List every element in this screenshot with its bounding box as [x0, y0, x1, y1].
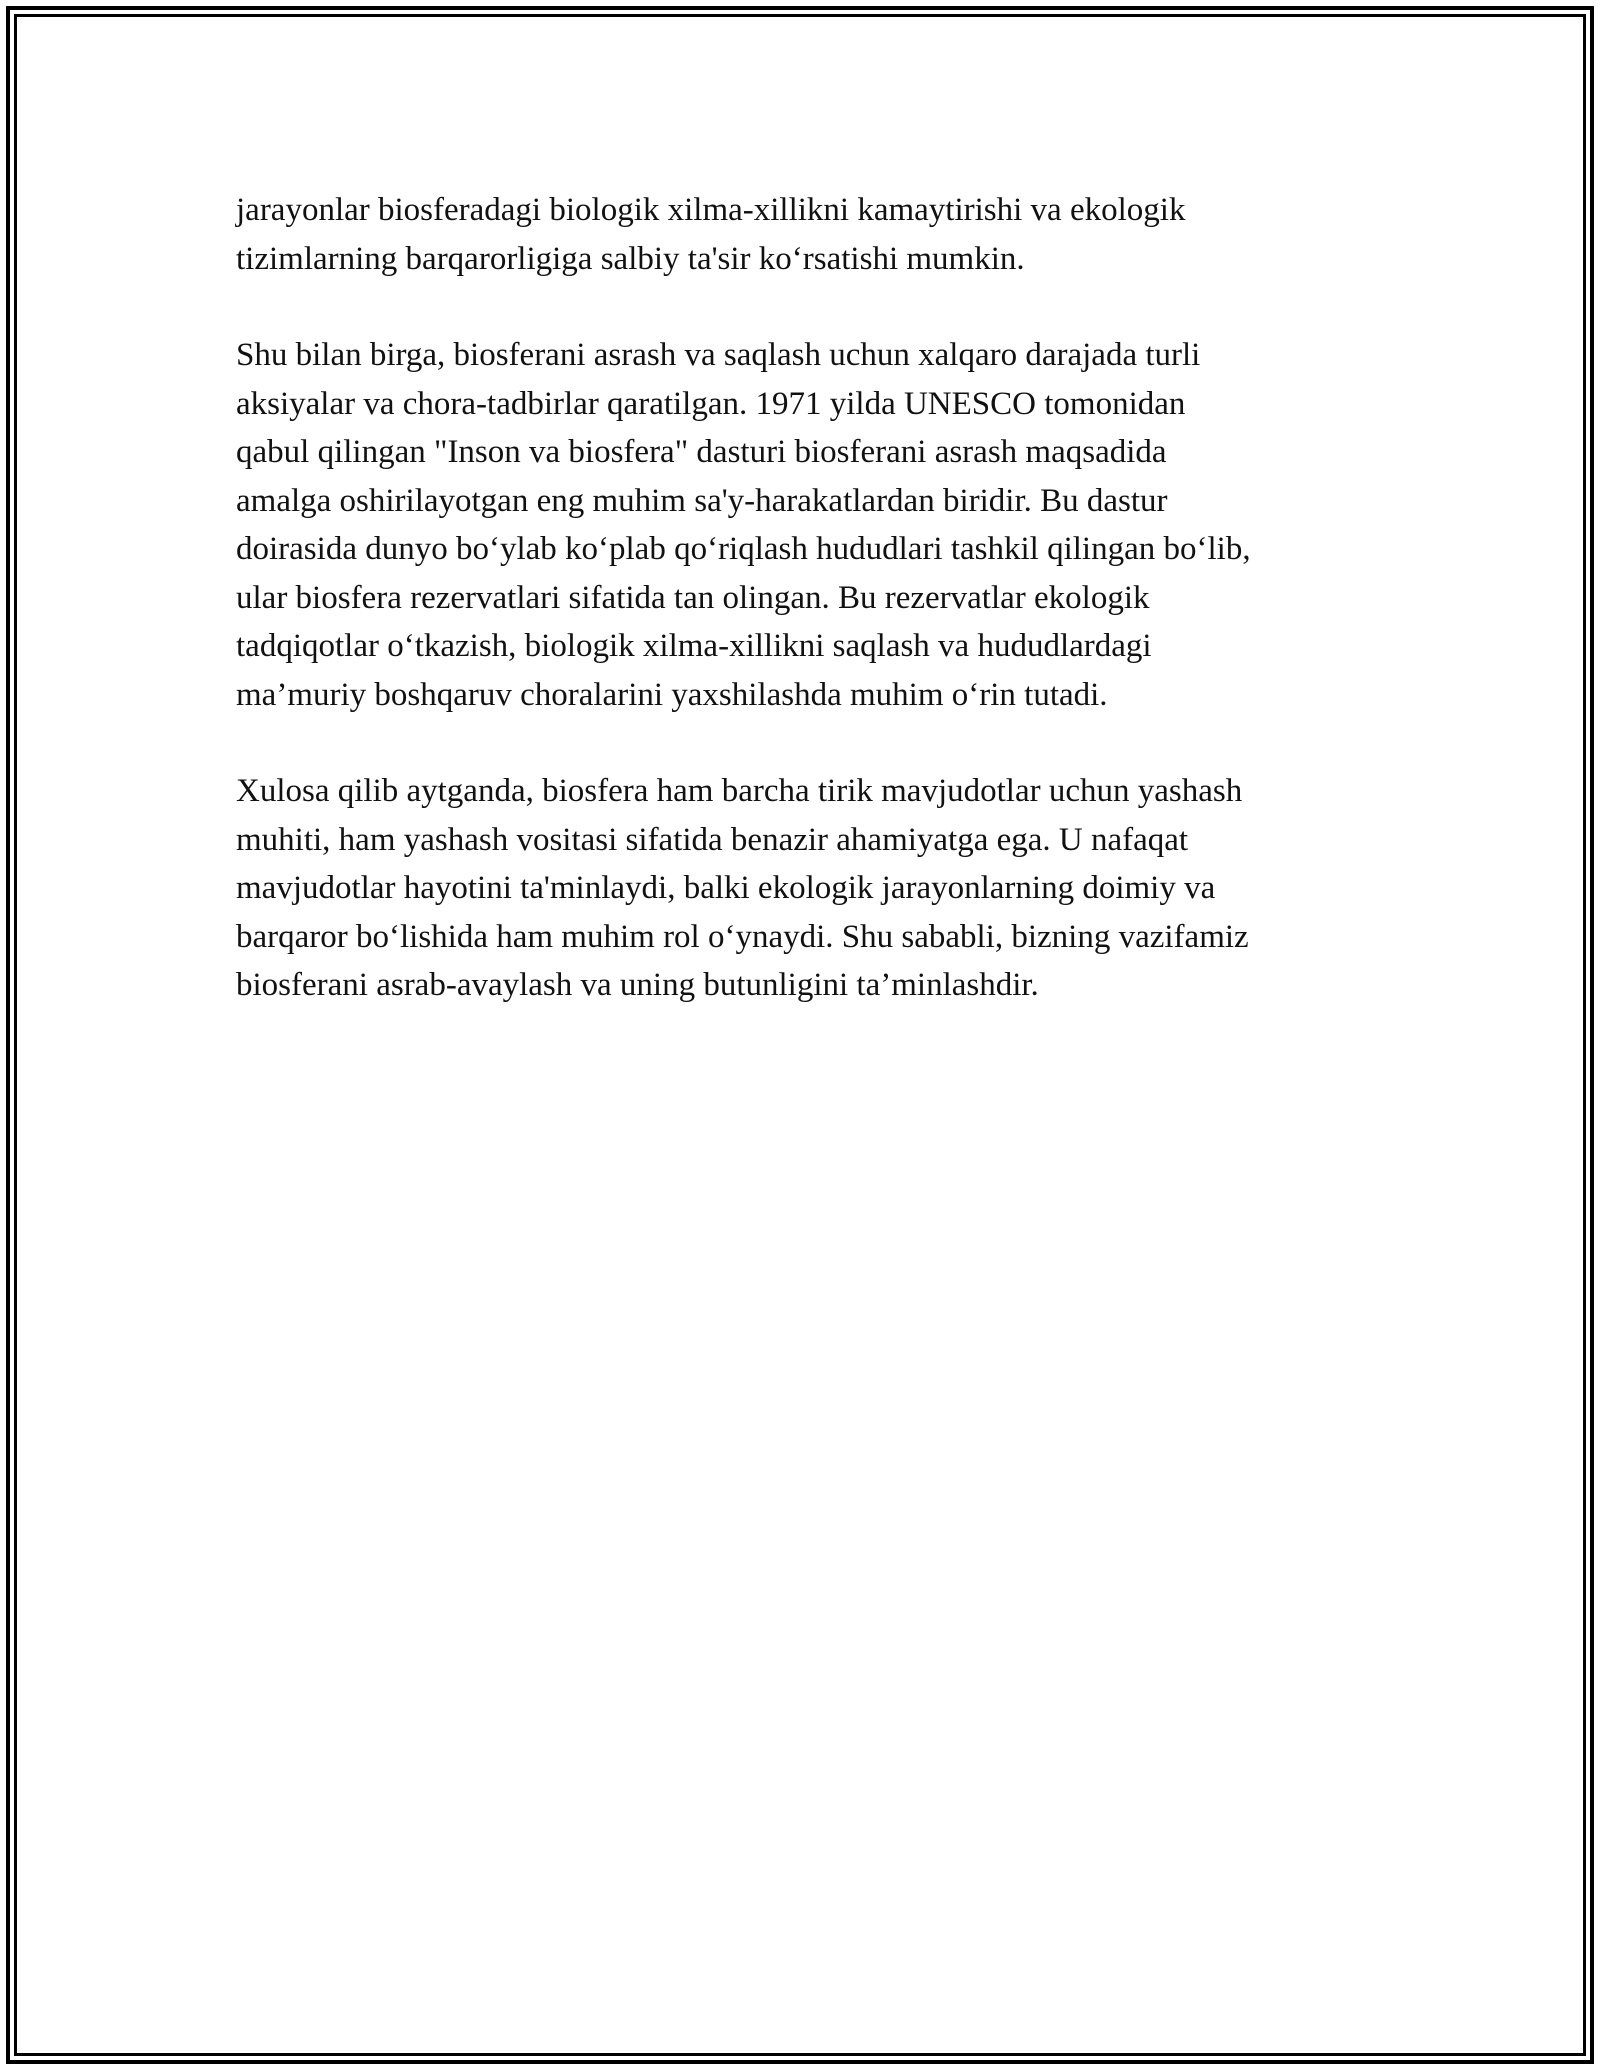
document-body: [236, 186, 1386, 1058]
paragraph-2: Shu bilan birga, biosferani asrash va saqlash uchun xalqaro darajada turli aksiyalar va chora-tadbirlar qaratilgan. 1971 yilda UNESCO tomonidan qabul qilingan "Inson va biosfera" dasturi biosferani asrash maqsadida amalga oshirilayotgan eng muhim sa'y-harakatlardan biridir. Bu dastur doirasida dunyo boʻylab koʻplab qoʻriqlash hududlari tashkil qilingan boʻlib, ular biosfera rezervatlari sifatida tan olingan. Bu rezervatlar ekologik tadqiqotlar oʻtkazish, biologik xilma-xillikni saqlash va hududlardagi ma’muriy boshqaruv choralarini yaxshilashda muhim oʻrin tutadi.: [236, 337, 1251, 713]
paragraph-3: Xulosa qilib aytganda, biosfera ham barcha tirik mavjudotlar uchun yashash muhiti, ham yashash vositasi sifatida benazir ahamiyatga ega. U nafaqat mavjudotlar hayotini ta'minlaydi, balki ekologik jarayonlarning doimiy va barqaror boʻlishida ham muhim rol oʻynaydi. Shu sababli, bizning vazifamiz biosferani asrab-avaylash va uning butunligini ta’minlashdir.: [236, 773, 1249, 1003]
paragraph-1: jarayonlar biosferadagi biologik xilma-xillikni kamaytirishi va ekologik tizimlarning barqarorligiga salbiy ta'sir koʻrsatishi mumkin.: [236, 192, 1186, 277]
